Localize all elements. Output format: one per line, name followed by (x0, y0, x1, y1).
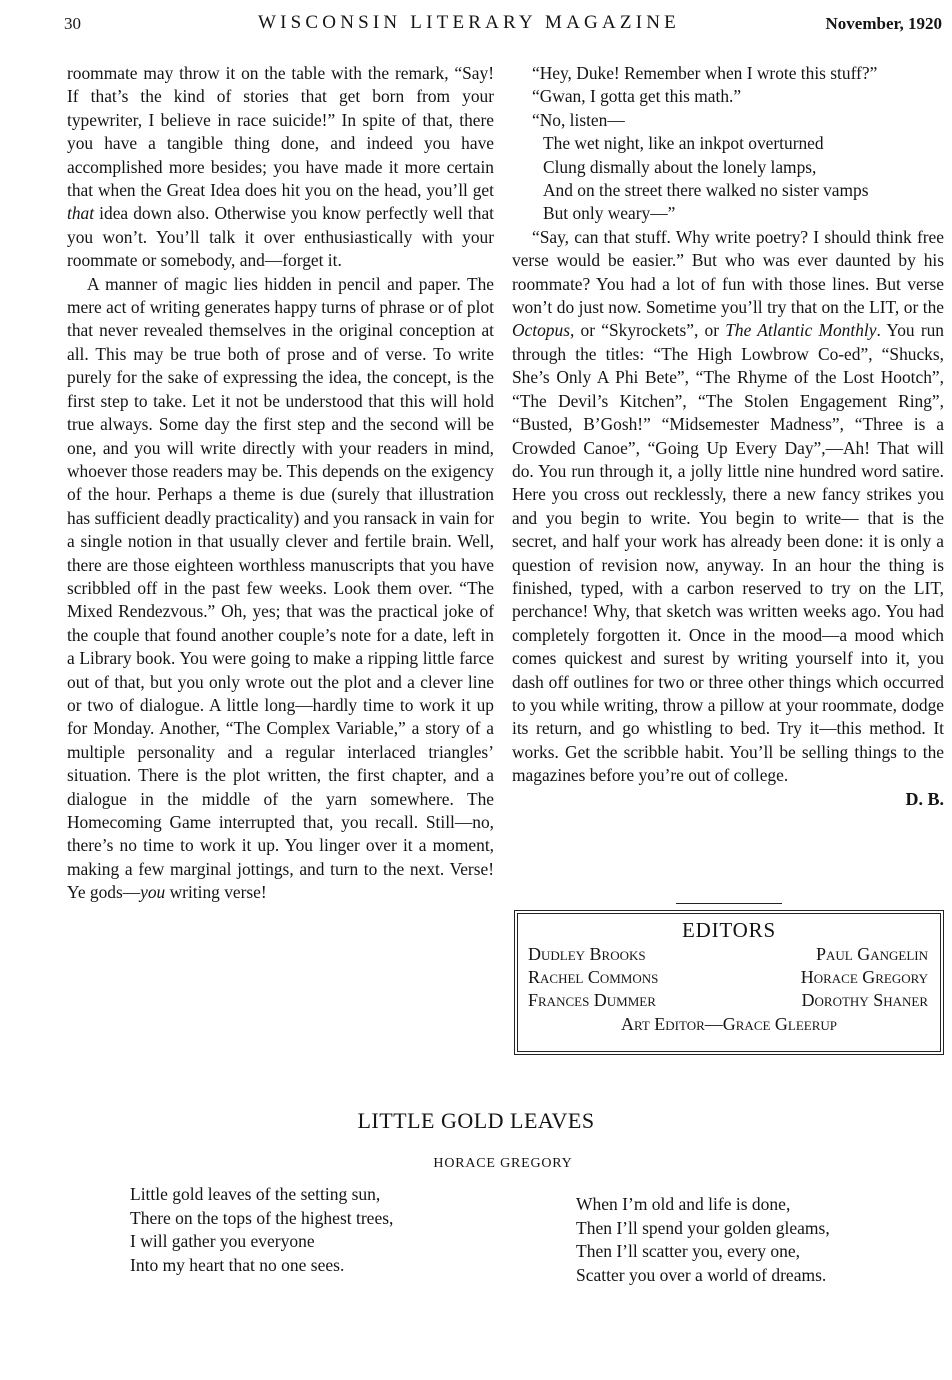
quoted-verse-line: But only weary—” (543, 203, 676, 224)
editor-row (528, 989, 930, 1012)
section-divider (676, 903, 782, 904)
article-paragraph: roommate may throw it on the table with the remark, “Say! If that’s the kind of stories that get born from your typewriter, I believe in race suicide!” In spite of that, there you have a tangible thing done, and indeed you have accomplished more besides; you have made it more certain that when the Great Idea does hit you on the head, you’ll get that idea down also. Otherwise you know perfectly well that you won’t. You’ll talk it over enthusiastically with your roommate or somebody, and—forget it. (67, 63, 494, 271)
quoted-verse-line: The wet night, like an inkpot overturned (543, 133, 824, 154)
editors-box (514, 910, 944, 1055)
poem-line: Into my heart that no one sees. (130, 1254, 345, 1275)
poem-author: HORACE GREGORY (433, 1156, 573, 1171)
poem-line: There on the tops of the highest trees, (130, 1207, 394, 1228)
dialogue-line: “No, listen— (532, 109, 625, 130)
editors-heading: EDITORS (682, 918, 776, 942)
poem-stanza (130, 1183, 393, 1277)
editor-name: Dudley Brooks (528, 944, 646, 964)
poem-line: Little gold leaves of the setting sun, (130, 1184, 381, 1204)
article-paragraph: “Say, can that stuff. Why write poetry? I should think free verse would be easier.” But who was ever daunted by his roommate? You had a lot of fun with those lines. But verse won’t do just now. Sometime you’ll try that on the LIT, or the Octopus, or “Skyrockets”, or The Atlantic Monthly. You run through the titles: “The High Lowbrow Co-ed”, “Shucks, She’s Only A Phi Bete”, “The Rhyme of the Lost Hootch”, “The Devil’s Kitchen”, “The Stolen Engagement Ring”, “Busted, B’Gosh!” “Midsemester Madness”, “Three is a Crowded Canoe”, “Going Up Every Day”,—Ah! That will do. You run through it, a jolly little nine hundred word satire. Here you cross out recklessly, there a new fancy strikes you and you begin to write. You begin to write— that is the secret, and half your work has already been done: it is only a question of revision now, anyway. In an hour the thing is finished, typed, with a carbon reserved to try on the LIT, perchance! Why, that sketch was written weeks ago. You had completely forgotten it. Once in the mood—a mood which comes quickest and surest by writing yourself into it, you dash off outlines for two or three other things which occurred to you while writing, throw a pillow at your roommate, dodge its return, and go whistling to bed. Try it—this method. It works. Get the scribble habit. You’ll be selling things to the magazines before you’re out of college. (512, 226, 944, 786)
poem-stanza (576, 1193, 830, 1287)
page-number: 30 (64, 14, 81, 33)
magazine-title: WISCONSIN LITERARY MAGAZINE (258, 12, 680, 33)
editor-name: Paul Gangelin (816, 944, 928, 964)
dialogue-line: “Gwan, I gotta get this math.” (532, 86, 742, 107)
editor-name: Dorothy Shaner (801, 990, 928, 1010)
editor-name: Rachel Commons (528, 967, 659, 987)
poem-line: Then I’ll scatter you, every one, (576, 1241, 801, 1261)
editor-row (528, 943, 930, 966)
poem-line: I will gather you everyone (130, 1231, 315, 1251)
art-editor: Art Editor—Grace Gleerup (620, 1014, 838, 1034)
dialogue-line: “Hey, Duke! Remember when I wrote this stuff?” (532, 63, 878, 83)
quoted-verse-line: And on the street there walked no sister vamps (543, 180, 869, 201)
editor-row (528, 966, 930, 989)
article-paragraph: A manner of magic lies hidden in pencil and paper. The mere act of writing generates happy turns of phrase or of plot that never revealed themselves in the original conception at all. This may be true both of prose and of verse. To write purely for the sake of expressing the idea, the concept, is the first step to take. Let it not be understood that this will hold true always. Some day the first step and the second will be one, and you will write directly with your readers in mind, whoever those readers may be. This depends on the exigency of the hour. Perhaps a theme is due (surely that illustration has sufficient deadly practicality) and you ransack in vain for a single notion in that usually clever and fertile brain. Well, there are those eighteen worthless manuscripts that you have scribbled off in the past few weeks. Look them over. “The Mixed Rendezvous.” Oh, yes; that was the practical joke of the couple that found another couple’s note for a date, left in a Library book. You were going to make a ripping little farce out of that, but you only wrote out the plot and a clever line or two of dialogue. A little long—hardly time to work it up for Monday. Another, “The Complex Variable,” a story of a multiple personality and a regular interlaced triangles’ situation. There is the plot written, the first chapter, and a dialogue in the middle of the yarn somewhere. The Homecoming Game interrupted that, you recall. Still—no, there’s no time to work it up. You linger over it a moment, making a few marginal jottings, and turn to the next. Verse! Ye gods—you writing verse! (67, 273, 494, 903)
article-left-column (67, 62, 494, 905)
editor-name: Horace Gregory (800, 967, 928, 987)
author-signature: D. B. (905, 788, 944, 809)
running-header (0, 14, 952, 42)
issue-date: November, 1920 (825, 14, 942, 33)
poem-line: When I’m old and life is done, (576, 1194, 791, 1214)
quoted-verse-line: Clung dismally about the lonely lamps, (543, 156, 817, 177)
editor-name: Frances Dummer (528, 990, 656, 1010)
poem-line: Then I’ll spend your golden gleams, (576, 1217, 830, 1238)
poem-title: LITTLE GOLD LEAVES (357, 1108, 595, 1133)
article-right-column (512, 62, 944, 811)
poem-line: Scatter you over a world of dreams. (576, 1264, 827, 1285)
